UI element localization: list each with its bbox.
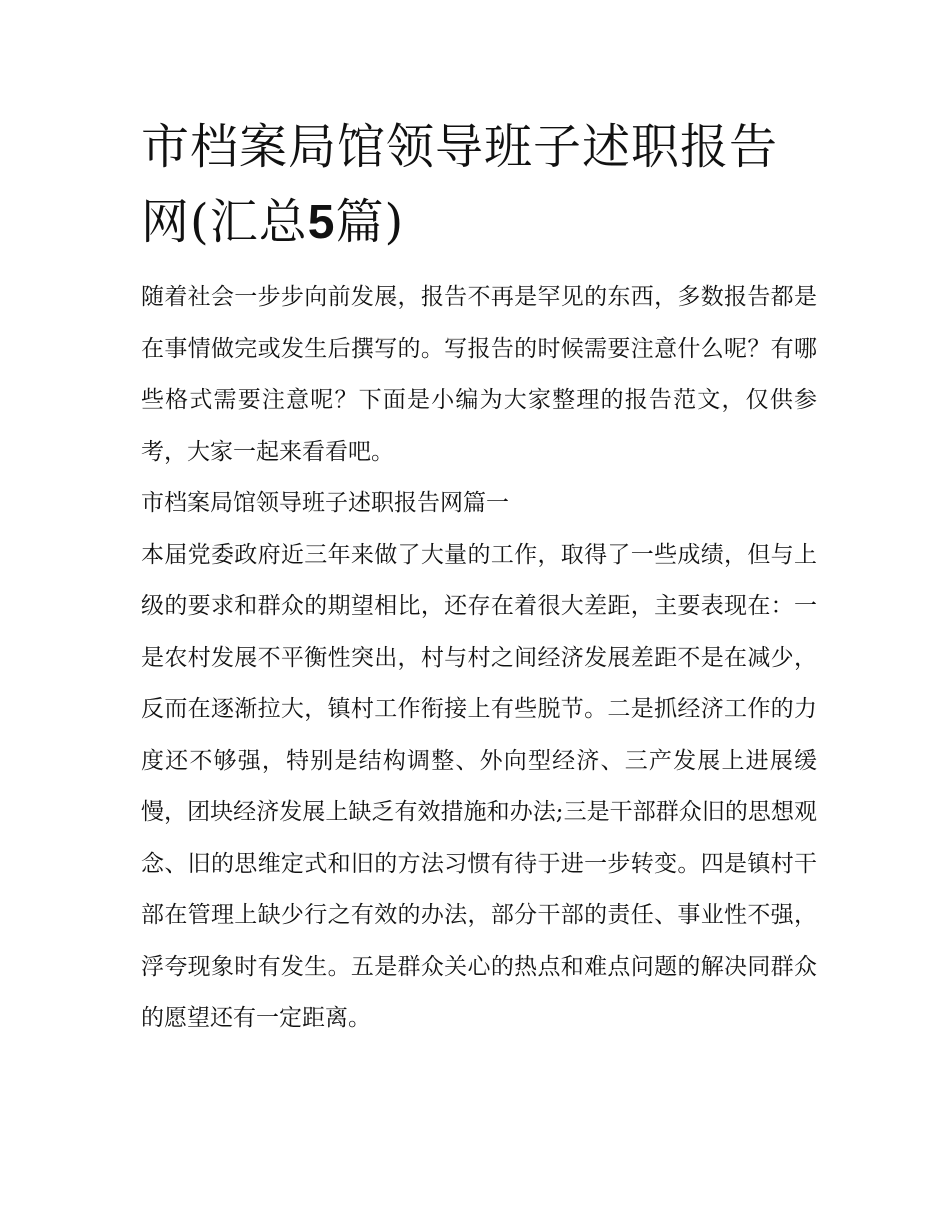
- intro-paragraph: 随着社会一步步向前发展，报告不再是罕见的东西，多数报告都是在事情做完或发生后撰写的。写报告的时候需要注意什么呢？有哪些格式需要注意呢？下面是小编为大家整理的报告范文，仅供参考，大家一起来看看吧。: [141, 284, 817, 465]
- document-title: [141, 110, 817, 260]
- body-paragraph: 本届党委政府近三年来做了大量的工作，取得了一些成绩，但与上级的要求和群众的期望相比，还存在着很大差距，主要表现在：一是农村发展不平衡性突出，村与村之间经济发展差距不是在减少，反而在逐渐拉大，镇村工作衔接上有些脱节。二是抓经济工作的力度还不够强，特别是结构调整、外向型经济、三产发展上进展缓慢，团块经济发展上缺乏有效措施和办法;三是干部群众旧的思想观念、旧的思维定式和旧的方法习惯有待于进一步转变。四是镇村干部在管理上缺少行之有效的办法，部分干部的责任、事业性不强，浮夸现象时有发生。五是群众关心的热点和难点问题的解决同群众的愿望还有一定距离。: [141, 541, 817, 1031]
- title-count: 5: [307, 196, 336, 249]
- section-heading: 市档案局馆领导班子述职报告网篇一: [141, 490, 509, 516]
- document-page: [141, 110, 817, 1045]
- title-text: 市档案局馆领导班子述职报告网(汇总: [141, 119, 779, 250]
- title-suffix: 篇): [335, 194, 405, 250]
